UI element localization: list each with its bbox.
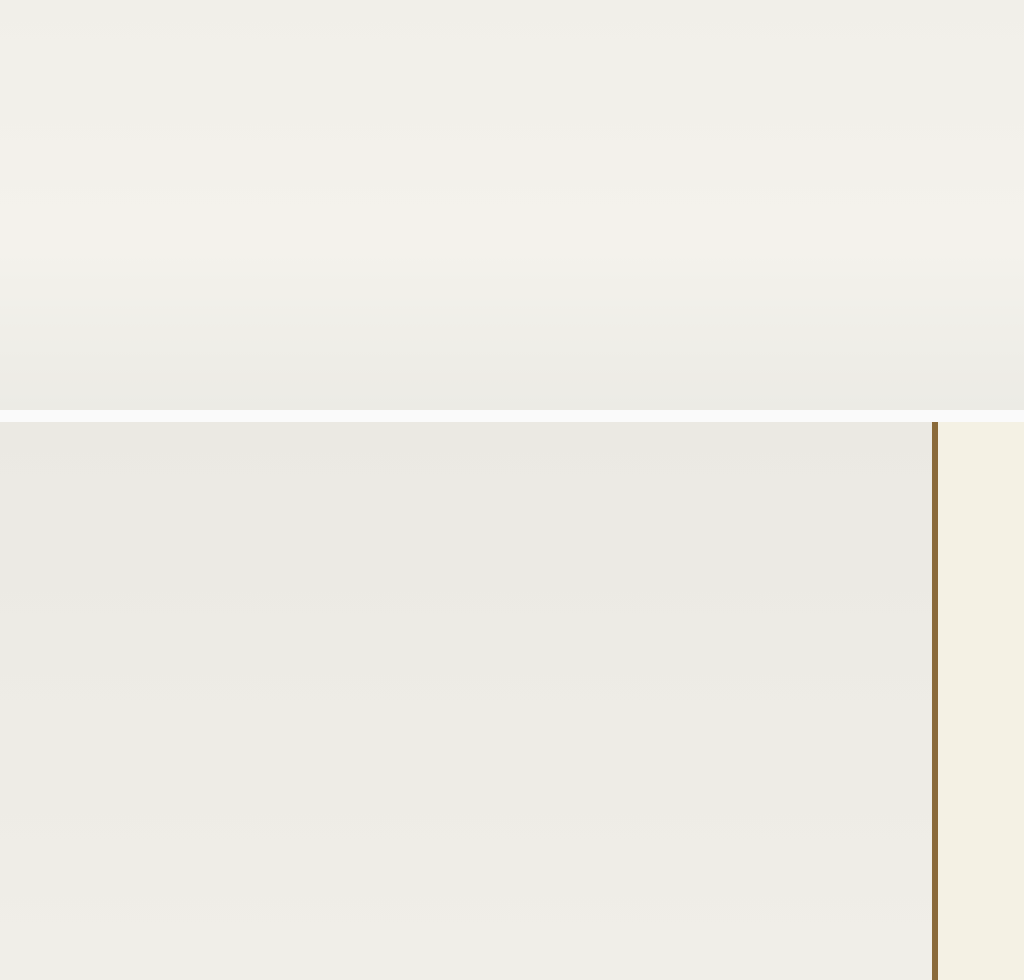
right-page-strip — [932, 422, 1024, 980]
photo-seam — [0, 410, 1024, 422]
top-page-photo — [0, 0, 1024, 410]
bottom-page-photo — [0, 422, 1024, 980]
